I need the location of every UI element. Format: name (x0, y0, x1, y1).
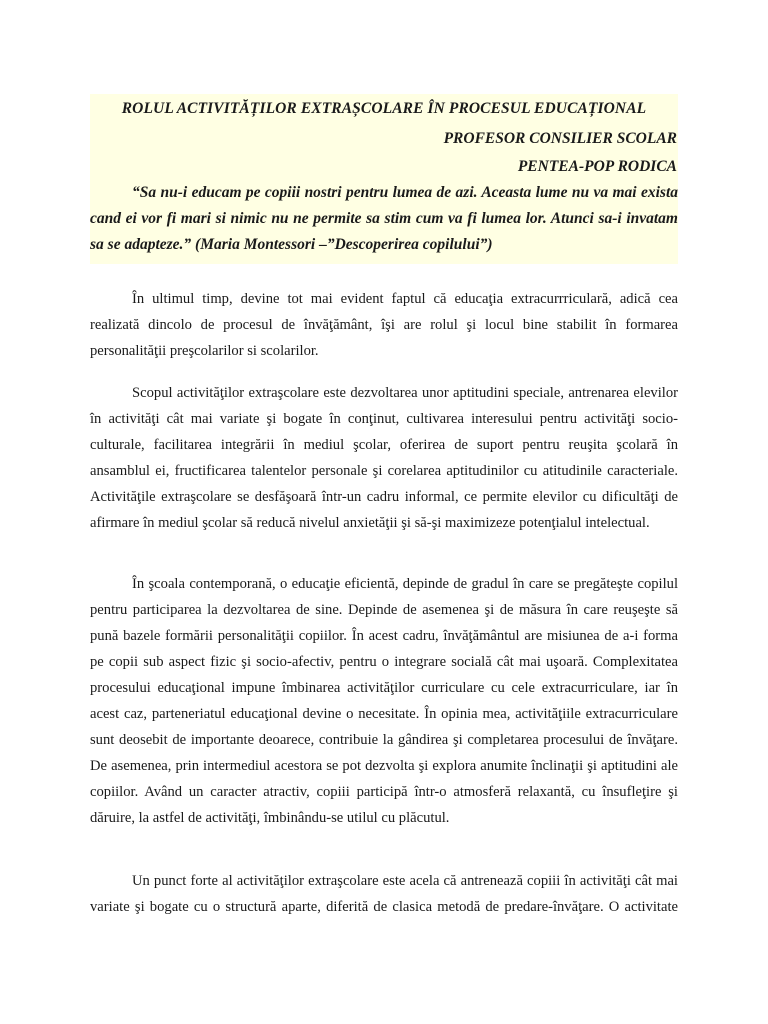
author-name: PENTEA-POP RODICA (517, 158, 677, 175)
paragraph-3: În şcoala contemporană, o educaţie eficientă, depinde de gradul în care se pregăteşte copilul pentru participarea la dezvoltarea de sine. Depinde de asemenea şi de măsura în care reuşeşte să pună bazele formării personalităţii copiilor. În acest cadru, învăţământul are misiunea de a-i forma pe copii sub aspect fizic şi socio-afectiv, pentru o integrare socială cât mai uşoară. Complexitatea procesului educaţional impune îmbinarea activităţilor curriculare cu cele extracurriculare, iar în acest caz, parteneriatul educaţional devine o necesitate. În opinia mea, activităţiile extracurriculare sunt deosebit de importante deoarece, contribuie la gândirea şi completarea procesului de învăţare. De asemenea, prin intermediul acestora se pot dezvolta şi explora anumite înclinaţii şi aptitudini ale copiilor. Având un caracter atractiv, copiii participă într-o atmosferă relaxantă, cu însufleţire şi dăruire, la astfel de activităţi, îmbinându-se utilul cu plăcutul. (90, 576, 678, 826)
author-role: PROFESOR CONSILIER SCOLAR (443, 130, 677, 147)
paragraph-4: Un punct forte al activităţilor extraşcolare este acela că antrenează copiii în activităţi cât mai variate şi bogate cu o structură aparte, diferită de clasica metodă de predare-învăţare. O activitate (90, 873, 678, 915)
document-title: ROLUL ACTIVITĂȚILOR EXTRAȘCOLARE ÎN PROCESUL EDUCAȚIONAL (121, 100, 647, 117)
epigraph-quote: “Sa nu-i educam pe copiii nostri pentru lumea de azi. Aceasta lume nu va mai exista cand ei vor fi mari si nimic nu ne permite sa stim cum va fi lumea lor. Atunci sa-i invatam sa se adapteze.” (Maria Montessori –”Descoperirea copilului”) (90, 184, 678, 253)
paragraph-1: În ultimul timp, devine tot mai evident faptul că educaţia extracurrriculară, adică cea realizată dincolo de procesul de învăţământ, îşi are rolul şi locul bine stabilit în formarea personalităţii preşcolarilor si scolarilor. (90, 291, 678, 359)
paragraph-2: Scopul activităţilor extraşcolare este dezvoltarea unor aptitudini speciale, antrenarea elevilor în activităţi cât mai variate şi bogate în conţinut, cultivarea interesului pentru activităţi socio-culturale, facilitarea integrării în mediul şcolar, oferirea de suport pentru reuşita şcolară în ansamblul ei, fructificarea talentelor personale şi corelarea aptitudinilor cu atitudinile caracteriale. Activităţile extraşcolare se desfăşoară într-un cadru informal, ce permite elevilor cu dificultăţi de afirmare în mediul şcolar să reducă nivelul anxietăţii şi să-şi maximizeze potenţialul intelectual. (90, 385, 678, 531)
